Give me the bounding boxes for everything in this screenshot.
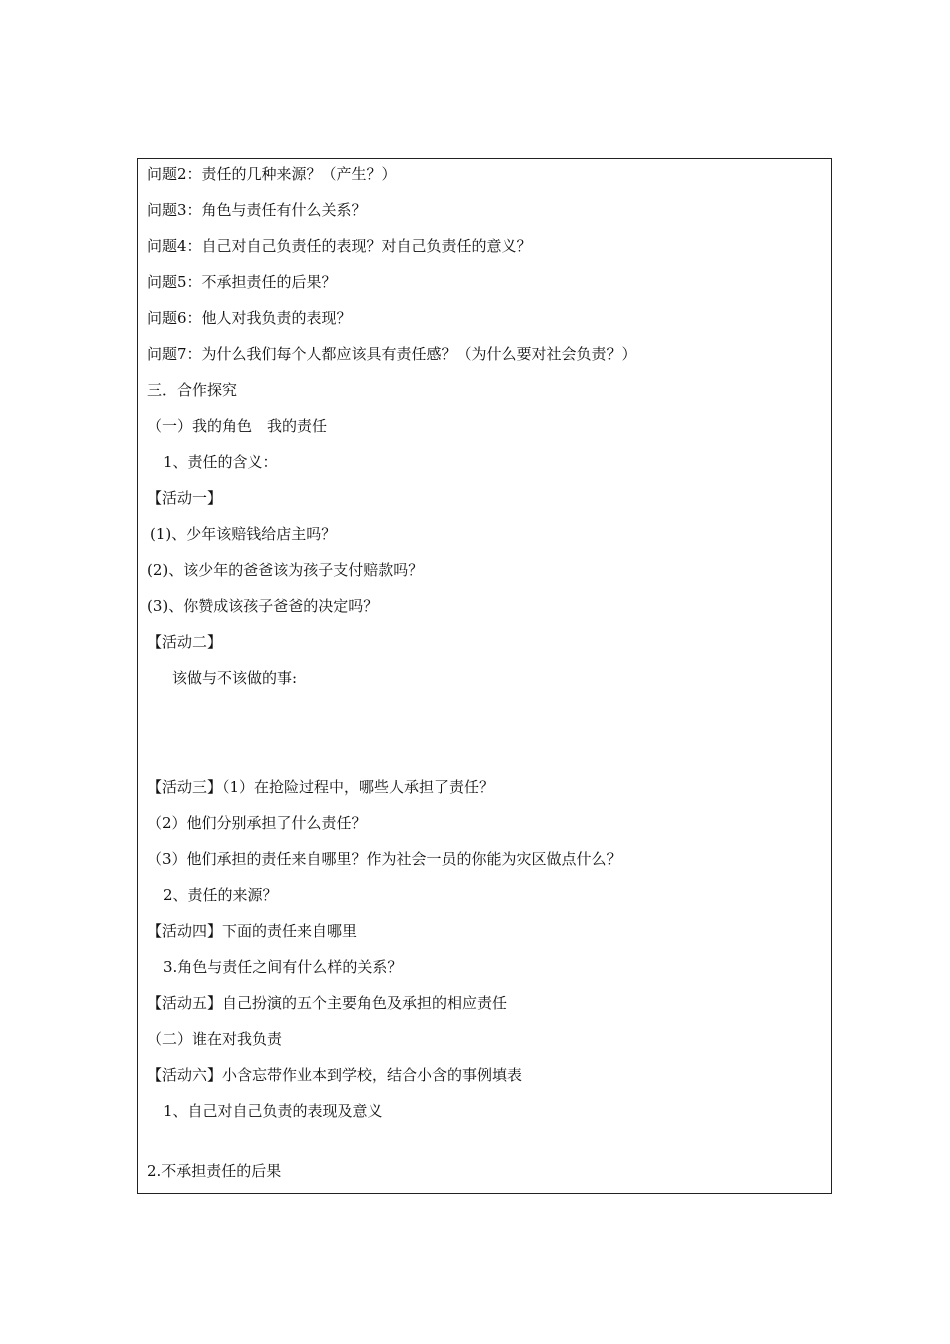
question-2: 问题2：责任的几种来源？（产生？）	[147, 165, 397, 183]
question-7: 问题7：为什么我们每个人都应该具有责任感？（为什么要对社会负责？）	[147, 345, 637, 363]
question-4: 问题4：自己对自己负责任的表现？对自己负责任的意义？	[147, 237, 532, 255]
item-role-and-responsibility: 3.角色与责任之间有什么样的关系？	[163, 958, 403, 976]
activity-5-heading: 【活动五】自己扮演的五个主要角色及承担的相应责任	[147, 994, 508, 1012]
section-heading-cooperative-inquiry: 三．合作探究	[147, 381, 238, 399]
activity-2-text: 该做与不该做的事:	[172, 669, 298, 687]
question-3: 问题3：角色与责任有什么关系？	[147, 201, 367, 219]
content-table-cell	[137, 158, 832, 1194]
activity-6-heading: 【活动六】小含忘带作业本到学校，结合小含的事例填表	[147, 1066, 523, 1084]
activity-2-heading: 【活动二】	[147, 633, 223, 651]
item-self-responsibility: 1、自己对自己负责的表现及意义	[163, 1102, 383, 1120]
activity-1-heading: 【活动一】	[147, 489, 223, 507]
subsection-heading-my-role: （一）我的角色 我的责任	[147, 417, 328, 435]
activity-1-question-1: (1)、少年该赔钱给店主吗？	[150, 525, 337, 543]
item-consequences: 2.不承担责任的后果	[147, 1162, 282, 1180]
subsection-heading-who-is-responsible: （二）谁在对我负责	[147, 1030, 283, 1048]
activity-3-question-3: （3）他们承担的责任来自哪里？作为社会一员的你能为灾区做点什么？	[147, 850, 622, 868]
activity-1-question-3: (3)、你赞成该孩子爸爸的决定吗？	[147, 597, 379, 615]
item-meaning-of-responsibility: 1、责任的含义：	[163, 453, 278, 471]
activity-1-question-2: (2)、该少年的爸爸该为孩子支付赔款吗？	[147, 561, 424, 579]
item-source-of-responsibility: 2、责任的来源？	[163, 886, 278, 904]
question-5: 问题5：不承担责任的后果？	[147, 273, 337, 291]
activity-3-question-1: 【活动三】（1）在抢险过程中，哪些人承担了责任？	[147, 778, 495, 796]
question-6: 问题6：他人对我负责的表现？	[147, 309, 352, 327]
activity-4-heading: 【活动四】下面的责任来自哪里	[147, 922, 358, 940]
activity-3-question-2: （2）他们分别承担了什么责任？	[147, 814, 367, 832]
